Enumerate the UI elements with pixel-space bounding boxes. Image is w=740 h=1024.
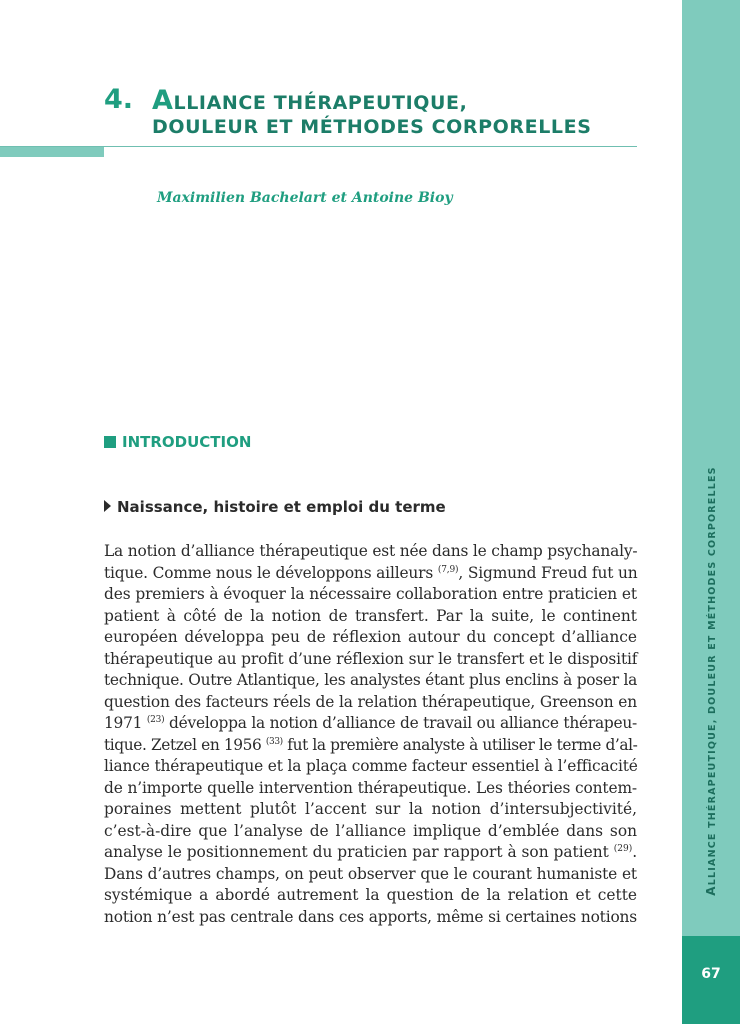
paragraph-line	[104, 670, 637, 692]
citation-reference: (23)	[146, 715, 165, 725]
chapter-number: 4.	[104, 84, 134, 115]
square-bullet-icon	[104, 436, 116, 448]
subsection-heading	[104, 496, 446, 518]
chapter-title-line2: DOULEUR ET MÉTHODES CORPORELLES	[152, 116, 592, 138]
line-text: 1971	[104, 714, 147, 732]
body-paragraph	[104, 541, 637, 928]
page-number: 67	[701, 966, 721, 982]
subsection-heading-text: Naissance, histoire et emploi du terme	[117, 498, 446, 516]
paragraph-line	[104, 864, 637, 886]
paragraph-line	[104, 649, 637, 671]
running-head	[702, 441, 720, 921]
paragraph-line	[104, 713, 637, 735]
paragraph-line	[104, 756, 637, 778]
running-head-rest: LLIANCE THÉRAPEUTIQUE, DOULEUR ET MÉTHODES CORPORELLES	[707, 466, 718, 886]
line-text: liance thérapeutique et la plaça comme facteur essentiel à l’efficacité	[104, 757, 638, 775]
line-text: développa la notion d’alliance de travail ou alliance thérapeu-	[164, 714, 637, 732]
paragraph-line	[104, 606, 637, 628]
line-text: technique. Outre Atlantique, les analystes étant plus enclins à poser la	[104, 671, 637, 689]
line-text: systémique a abordé autrement la question de la relation et cette	[104, 886, 637, 904]
paragraph-line	[104, 563, 637, 585]
citation-reference: (29)	[613, 844, 633, 854]
citation-reference: (7,9)	[437, 564, 459, 575]
chapter-title-initial: A	[152, 85, 174, 116]
section-heading	[104, 431, 251, 453]
line-text: c’est-à-dire que l’analyse de l’alliance implique d’emblée dans son	[104, 821, 637, 840]
paragraph-line	[104, 692, 637, 714]
line-text: La notion d’alliance thérapeutique est née dans le champ psychanaly-	[104, 542, 638, 560]
line-text: Dans d’autres champs, on peut observer que le courant humaniste et	[104, 864, 637, 883]
paragraph-line	[104, 541, 637, 563]
line-text: patient à côté de la notion de transfert. Par la suite, le continent	[104, 606, 637, 625]
line-text: tique. Zetzel en 1956	[104, 735, 266, 754]
title-rule-accent	[0, 147, 104, 157]
triangle-bullet-icon	[104, 500, 111, 512]
line-text: tique. Comme nous le développons ailleurs	[104, 563, 438, 582]
paragraph-line	[104, 821, 637, 843]
line-text: de n’importe quelle intervention thérapeutique. Les théories contem-	[104, 778, 637, 797]
line-text: analyse le positionnement du praticien par rapport à son patient	[104, 843, 614, 861]
paragraph-line	[104, 735, 637, 757]
paragraph-line	[104, 627, 637, 649]
line-text: européen développa peu de réflexion autour du concept d’alliance	[104, 628, 637, 646]
chapter-title-rest: LLIANCE THÉRAPEUTIQUE,	[173, 92, 468, 114]
citation-reference: (33)	[265, 736, 283, 747]
line-text: question des facteurs réels de la relation thérapeutique, Greenson en	[104, 692, 637, 711]
paragraph-line	[104, 907, 637, 929]
line-text: .	[632, 843, 638, 861]
paragraph-line	[104, 799, 637, 821]
paragraph-line	[104, 842, 637, 864]
line-text: fut la première analyste à utiliser le terme d’al-	[282, 735, 638, 754]
line-text: thérapeutique au profit d’une réflexion sur le transfert et le dispositif	[104, 649, 638, 668]
paragraph-line	[104, 885, 637, 907]
line-text: notion n’est pas centrale dans ces apports, même si certaines notions	[104, 907, 637, 926]
line-text: , Sigmund Freud fut un	[458, 563, 638, 582]
paragraph-line	[104, 778, 637, 800]
paragraph-line	[104, 584, 637, 606]
running-head-initial: A	[704, 885, 718, 896]
section-heading-text: INTRODUCTION	[122, 433, 252, 451]
authors: Maximilien Bachelart et Antoine Bioy	[157, 190, 453, 206]
line-text: poraines mettent plutôt l’accent sur la notion d’intersubjectivité,	[104, 800, 637, 818]
line-text: des premiers à évoquer la nécessaire collaboration entre praticien et	[104, 585, 637, 603]
